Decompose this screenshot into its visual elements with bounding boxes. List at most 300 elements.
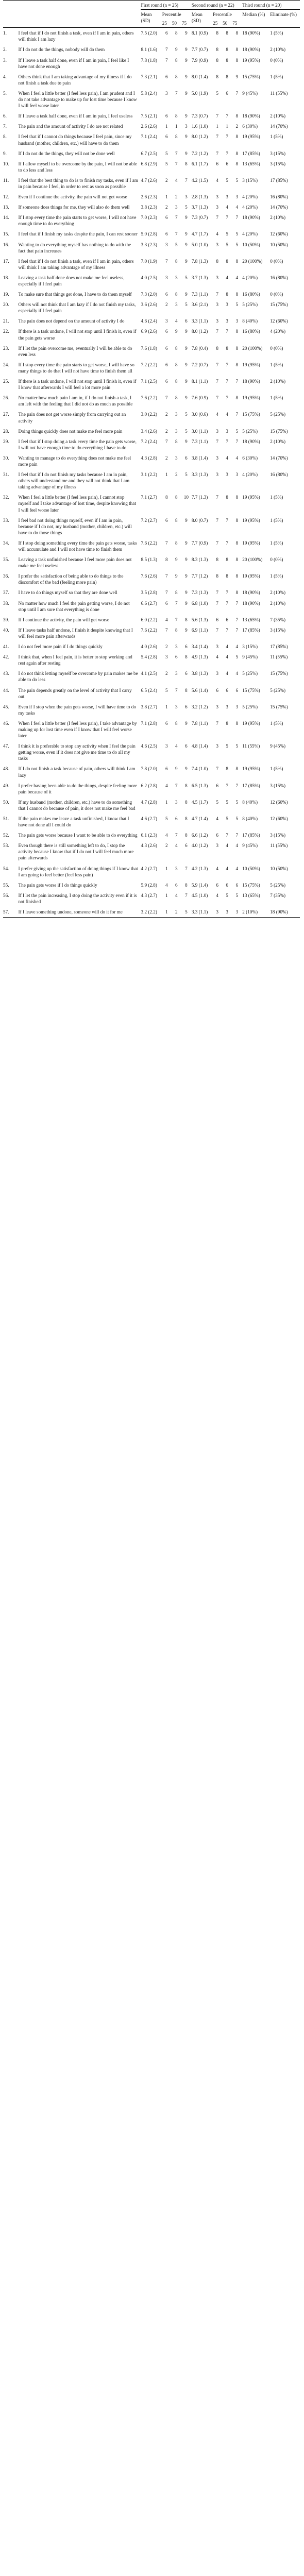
cell-mean-2: 5.0 (1.9) bbox=[191, 90, 208, 96]
table-row bbox=[3, 72, 300, 88]
cell-p75-2: 8 bbox=[235, 258, 239, 264]
cell-p25-2: 8 bbox=[216, 573, 218, 579]
cell-p50-2: 5 bbox=[226, 231, 228, 237]
cell-p25-1: 6 bbox=[165, 600, 168, 606]
cell-p50-2: 4 bbox=[226, 455, 228, 461]
cell-eliminate-3: 12 (60%) bbox=[270, 231, 288, 237]
cell-p50-1: 9 bbox=[175, 573, 178, 579]
cell-p75-2: 2 bbox=[235, 124, 239, 129]
cell-maintain-3: 15 (75%) bbox=[242, 687, 260, 693]
cell-p25-1: 6 bbox=[165, 379, 168, 384]
table-row bbox=[3, 797, 300, 814]
table-row bbox=[3, 890, 300, 907]
cell-mean-2: 7.7 (0.9) bbox=[191, 540, 208, 546]
cell-p50-2: 3 bbox=[222, 907, 232, 918]
cell-p75-2: 4 bbox=[235, 455, 239, 461]
item-text: I think that, when I feel pain, it is better to stop working and rest again after resting bbox=[18, 654, 132, 666]
cell-p50-2: 1 bbox=[226, 124, 228, 129]
item-text: Even if I stop when the pain gets worse, I will have time to do my tasks bbox=[18, 704, 136, 716]
cell-p25-2: 7 bbox=[216, 362, 218, 367]
cell-mean-2: 4.8 (1.4) bbox=[191, 743, 208, 749]
cell-p75-2: 5 bbox=[235, 743, 239, 749]
cell-p25-2: 4 bbox=[216, 231, 218, 237]
cell-p25-2: 3 bbox=[216, 318, 218, 324]
cell-p25-1: 4 bbox=[165, 783, 168, 788]
cell-maintain-3: 17 (85%) bbox=[242, 783, 260, 788]
table-row bbox=[3, 376, 300, 393]
table-row bbox=[3, 668, 300, 685]
cell-p50-2: 3 bbox=[226, 194, 228, 200]
cell-p50-2: 8 bbox=[226, 57, 228, 63]
item-number: 30. bbox=[3, 455, 9, 461]
item-number: 35. bbox=[3, 557, 9, 563]
cell-eliminate-3: 0 (0%) bbox=[270, 557, 283, 563]
table-row bbox=[3, 764, 300, 780]
cell-p50-2: 8 bbox=[226, 573, 228, 579]
cell-p25-2: 3 bbox=[216, 671, 218, 676]
cell-mean-1: 3.6 (2.6) bbox=[141, 302, 157, 308]
item-text: If I do not do the things, they will not be done well bbox=[18, 150, 115, 156]
cell-p50-2: 8 bbox=[226, 74, 228, 79]
cell-p50-2: 3 bbox=[226, 428, 228, 434]
cell-p75-1: 9 bbox=[185, 557, 188, 563]
cell-p75-1: 5 bbox=[185, 205, 188, 210]
cell-p25-2: 1 bbox=[216, 124, 218, 129]
cell-p25-1: 2 bbox=[165, 412, 168, 417]
cell-p25-2: 4 bbox=[216, 892, 218, 898]
item-text: If I continue the activity, the pain will get worse bbox=[18, 617, 110, 622]
cell-mean-2: 7.3 (0.7) bbox=[191, 215, 208, 221]
cell-p75-2: 7 bbox=[235, 215, 239, 221]
cell-p50-2: 4 bbox=[226, 644, 228, 650]
cell-p75-1: 8 bbox=[185, 816, 188, 821]
item-number: 47. bbox=[3, 743, 9, 749]
table-row bbox=[3, 830, 300, 840]
item-number: 17. bbox=[3, 258, 9, 264]
cell-p75-2: 8 bbox=[235, 517, 239, 523]
item-number: 27. bbox=[3, 412, 9, 417]
cell-mean-1: 7.8 (2.0) bbox=[141, 766, 157, 772]
cell-eliminate-3: 11 (55%) bbox=[270, 90, 288, 96]
cell-p50-1: 4 bbox=[175, 892, 178, 898]
cell-p25-1: 6 bbox=[165, 215, 168, 221]
cell-p50-1: 9 bbox=[175, 329, 178, 334]
cell-p25-1: 2 bbox=[165, 428, 168, 434]
cell-p25-1: 2 bbox=[165, 205, 168, 210]
cell-p25-1: 7 bbox=[165, 47, 168, 53]
cell-p50-1: 3 bbox=[175, 866, 178, 871]
cell-p25-2: 8 bbox=[216, 57, 218, 63]
cell-eliminate-3: 1 (5%) bbox=[270, 30, 283, 36]
item-text: If my husband (mother, children, etc.) have to do something that I cannot do because of pain, it does not make me feel bad bbox=[18, 799, 136, 811]
cell-p75-2: 5 bbox=[235, 428, 239, 434]
item-text: The pain does not get worse simply from carrying out an activity bbox=[18, 412, 126, 423]
cell-mean-2: 3.0 (1.1) bbox=[191, 428, 208, 434]
cell-p50-1: 8 bbox=[175, 30, 178, 36]
cell-p50-2: 3 bbox=[226, 302, 228, 308]
cell-eliminate-3: 7 (35%) bbox=[270, 617, 286, 622]
item-number: 48. bbox=[3, 766, 9, 772]
cell-p75-2: 3 bbox=[235, 472, 239, 478]
cell-p25-2: 4 bbox=[216, 816, 218, 821]
cell-p75-1: 9 bbox=[185, 30, 188, 36]
cell-maintain-3: 4 (20%) bbox=[242, 205, 258, 210]
col-p75-1: 75 bbox=[181, 21, 187, 26]
cell-p50-1: 8 bbox=[175, 438, 178, 444]
table-row bbox=[3, 393, 300, 409]
cell-p25-1: 2 bbox=[165, 455, 168, 461]
cell-p25-2: 6 bbox=[216, 617, 218, 622]
cell-mean-1: 3.2 (2.2) bbox=[141, 907, 162, 918]
table-page bbox=[3, 0, 302, 918]
cell-eliminate-3: 18 (90%) bbox=[269, 907, 300, 918]
cell-eliminate-3: 14 (70%) bbox=[270, 124, 288, 129]
cell-p75-1: 9 bbox=[185, 215, 188, 221]
cell-p50-2: 5 bbox=[226, 799, 228, 805]
item-text: Others will not think that I am lazy if I do not finish my tasks, especially if I feel pain bbox=[18, 302, 136, 314]
cell-eliminate-3: 2 (10%) bbox=[270, 600, 286, 606]
cell-maintain-3: 18 (90%) bbox=[242, 590, 260, 596]
cell-p25-2: 8 bbox=[216, 258, 218, 264]
cell-mean-2: 3.8 (1.3) bbox=[191, 671, 208, 676]
cell-p75-1: 5 bbox=[185, 302, 188, 308]
cell-mean-1: 7.1 (2.4) bbox=[141, 134, 157, 140]
table-row bbox=[3, 316, 300, 326]
item-text: Even though there is still something left to do, I stop the activity because I know that if I do not I will feel much more pain afterwards bbox=[18, 843, 134, 861]
cell-p75-1: 8 bbox=[185, 799, 188, 805]
cell-p50-1: 6 bbox=[175, 882, 178, 888]
table-row bbox=[3, 192, 300, 202]
cell-p75-1: 7 bbox=[185, 866, 188, 871]
cell-p50-1: 6 bbox=[175, 816, 178, 821]
cell-p50-2: 6 bbox=[226, 90, 228, 96]
cell-p75-2: 5 bbox=[235, 892, 239, 898]
item-number: 49. bbox=[3, 783, 9, 788]
table-row bbox=[3, 273, 300, 289]
cell-p75-1: 9 bbox=[185, 517, 188, 523]
cell-p75-2: 4 bbox=[235, 671, 239, 676]
cell-eliminate-3: 3 (15%) bbox=[270, 627, 286, 633]
cell-eliminate-3: 12 (60%) bbox=[270, 816, 288, 821]
cell-p75-2: 8 bbox=[235, 540, 239, 546]
item-number: 32. bbox=[3, 495, 9, 500]
cell-mean-2: 4.9 (1.3) bbox=[191, 654, 208, 660]
item-number: 23. bbox=[3, 345, 9, 351]
cell-eliminate-3: 3 (15%) bbox=[270, 783, 286, 788]
item-text: If I leave something undone, someone will do it for me bbox=[18, 907, 141, 918]
item-text: If I stop every time the pain starts to get worse, I will not have enough time to do everything bbox=[18, 215, 137, 227]
cell-mean-1: 3.3 (2.3) bbox=[141, 242, 157, 247]
item-text: I feel that if I do not finish a task, even if I am in pain, others will think I am lazy bbox=[18, 30, 134, 42]
cell-mean-1: 2.6 (2.3) bbox=[141, 194, 157, 200]
cell-p25-1: 6 bbox=[165, 329, 168, 334]
cell-maintain-3: 20 (100%) bbox=[242, 345, 263, 351]
table-row bbox=[3, 240, 300, 256]
cell-p75-1: 9 bbox=[185, 362, 188, 367]
cell-maintain-3: 19 (95%) bbox=[242, 540, 260, 546]
item-text: I prefer the satisfaction of being able to do things to the discomfort of the bad (feeling more pain) bbox=[18, 573, 124, 585]
cell-p25-2: 4 bbox=[216, 412, 218, 417]
cell-eliminate-3: 5 (25%) bbox=[270, 882, 286, 888]
table-row bbox=[3, 814, 300, 830]
item-text: The pain gets worse if I do things quickly bbox=[18, 882, 97, 888]
cell-mean-1: 3.1 (2.2) bbox=[141, 472, 157, 478]
cell-mean-1: 3.8 (2.7) bbox=[141, 704, 157, 709]
cell-mean-1: 2.6 (2.6) bbox=[141, 124, 157, 129]
group-header-round-2: Second round (n = 22) bbox=[191, 1, 242, 10]
cell-mean-1: 7.3 (2.1) bbox=[141, 74, 157, 79]
cell-p25-1: 6 bbox=[165, 231, 168, 237]
cell-p25-2: 5 bbox=[216, 799, 218, 805]
table-row bbox=[3, 587, 300, 598]
item-text: If I leave a task half done, even if I am in pain, I feel like I have not done enough bbox=[18, 57, 129, 69]
item-number: 43. bbox=[3, 671, 9, 676]
cell-p50-1: 3 bbox=[175, 302, 178, 308]
cell-p75-1: 9 bbox=[185, 258, 188, 264]
cell-mean-2: 7.3 (1.3) bbox=[191, 590, 208, 596]
cell-mean-2: 7.6 (0.9) bbox=[191, 395, 208, 401]
cell-eliminate-3: 1 (5%) bbox=[270, 517, 283, 523]
cell-eliminate-3: 1 (5%) bbox=[270, 540, 283, 546]
cell-p25-1: 6 bbox=[165, 720, 168, 726]
cell-p25-1: 3 bbox=[165, 242, 168, 247]
item-number: 22. bbox=[3, 329, 9, 334]
cell-p75-2: 8 bbox=[235, 30, 239, 36]
cell-eliminate-3: 15 (75%) bbox=[270, 302, 288, 308]
cell-p25-2: 4 bbox=[216, 866, 218, 871]
cell-p25-1: 6 bbox=[165, 766, 168, 772]
cell-p50-2: 7 bbox=[226, 783, 228, 788]
cell-p50-1: 7 bbox=[175, 617, 178, 622]
cell-p25-1: 2 bbox=[165, 644, 168, 650]
table-row bbox=[3, 641, 300, 652]
cell-p50-1: 9 bbox=[175, 766, 178, 772]
cell-mean-2: 5.0 (1.0) bbox=[191, 242, 208, 247]
cell-p25-2: 7 bbox=[216, 379, 218, 384]
item-number: 56. bbox=[3, 892, 9, 898]
cell-p50-1: 8 bbox=[175, 627, 178, 633]
table-row bbox=[3, 652, 300, 668]
cell-p75-1: 9 bbox=[185, 720, 188, 726]
cell-maintain-3: 5 (25%) bbox=[242, 302, 258, 308]
cell-mean-2: 3.3 (1.1) bbox=[191, 318, 208, 324]
col-mean-1: Mean (SD) bbox=[141, 12, 152, 24]
cell-p25-1: 7 bbox=[165, 258, 168, 264]
cell-mean-1: 7.5 (2.0) bbox=[141, 30, 157, 36]
cell-p50-2: 8 bbox=[226, 495, 228, 500]
cell-eliminate-3: 17 (85%) bbox=[270, 644, 288, 650]
cell-p75-1: 9 bbox=[185, 590, 188, 596]
cell-p50-2: 6 bbox=[226, 687, 228, 693]
cell-p50-1: 8 bbox=[175, 540, 178, 546]
cell-p25-2: 6 bbox=[216, 783, 218, 788]
cell-mean-1: 6.2 (2.8) bbox=[141, 783, 157, 788]
cell-maintain-3: 18 (90%) bbox=[242, 600, 260, 606]
table-row bbox=[3, 131, 300, 148]
cell-p75-2: 4 bbox=[235, 843, 239, 849]
item-number: 24. bbox=[3, 362, 9, 367]
cell-eliminate-3: 12 (60%) bbox=[270, 799, 288, 805]
cell-mean-2: 4.0 (1.2) bbox=[191, 843, 208, 849]
cell-p50-2: 7 bbox=[226, 215, 228, 221]
cell-eliminate-3: 4 (20%) bbox=[270, 329, 286, 334]
cell-mean-2: 7.7 (1.2) bbox=[191, 573, 208, 579]
cell-maintain-3: 17 (85%) bbox=[242, 833, 260, 838]
cell-eliminate-3: 1 (5%) bbox=[270, 720, 283, 726]
item-text: Even if I continue the activity, the pain will not get worse bbox=[18, 194, 127, 200]
cell-p50-1: 8 bbox=[175, 258, 178, 264]
cell-p75-1: 9 bbox=[185, 438, 188, 444]
item-number: 13. bbox=[3, 205, 9, 210]
cell-p50-1: 4 bbox=[175, 743, 178, 749]
table-row bbox=[3, 840, 300, 863]
cell-eliminate-3: 17 (85%) bbox=[270, 177, 288, 183]
cell-p50-2: 5 bbox=[226, 242, 228, 247]
cell-maintain-3: 19 (95%) bbox=[242, 395, 260, 401]
item-number: 3. bbox=[3, 57, 7, 63]
cell-p50-2: 8 bbox=[226, 30, 228, 36]
item-text: I think it is preferable to stop any activity when I feel the pain getting worse, even if it does not give me time to do all my tasks bbox=[18, 743, 136, 761]
cell-mean-2: 3.7 (1.3) bbox=[191, 205, 208, 210]
cell-p75-1: 10 bbox=[183, 495, 189, 500]
cell-p25-1: 2 bbox=[165, 671, 168, 676]
item-number: 31. bbox=[3, 472, 9, 478]
cell-p75-2: 8 bbox=[235, 329, 239, 334]
item-text: I feel bad not doing things myself, even if I am in pain, because if I do not, my husband (mother, children, etc.) will have to do those things bbox=[18, 517, 132, 535]
cell-p25-1: 3 bbox=[165, 654, 168, 660]
cell-p50-1: 4 bbox=[175, 843, 178, 849]
cell-p75-2: 3 bbox=[235, 318, 239, 324]
cell-p75-1: 8 bbox=[185, 687, 188, 693]
item-number: 29. bbox=[3, 438, 9, 444]
cell-p75-2: 3 bbox=[232, 907, 242, 918]
item-text: If there is a task undone, I will not stop until I finish it, even if I know that afterwards I will feel a lot more pain bbox=[18, 379, 137, 391]
table-row bbox=[3, 229, 300, 239]
item-text: If I do not do the things, nobody will do them bbox=[18, 47, 105, 53]
cell-p25-1: 5 bbox=[165, 816, 168, 821]
cell-eliminate-3: 11 (55%) bbox=[270, 654, 288, 660]
cell-maintain-3: 6 (30%) bbox=[242, 124, 258, 129]
cell-p75-2: 8 bbox=[235, 395, 239, 401]
cell-p75-2: 5 bbox=[235, 816, 239, 821]
cell-p25-1: 7 bbox=[165, 438, 168, 444]
cell-p75-1: 9 bbox=[185, 231, 188, 237]
cell-p75-2: 6 bbox=[235, 882, 239, 888]
cell-mean-1: 4.1 (2.5) bbox=[141, 671, 157, 676]
cell-p75-1: 9 bbox=[185, 90, 188, 96]
cell-p75-1: 3 bbox=[185, 194, 188, 200]
cell-eliminate-3: 16 (80%) bbox=[270, 275, 288, 280]
cell-p25-2: 7 bbox=[216, 438, 218, 444]
cell-eliminate-3: 2 (10%) bbox=[270, 113, 286, 119]
item-number: 6. bbox=[3, 113, 7, 119]
cell-mean-2: 8.3 (1.3) bbox=[191, 557, 208, 563]
table-row bbox=[3, 685, 300, 702]
cell-p25-1: 3 bbox=[165, 90, 168, 96]
cell-p75-1: 3 bbox=[185, 124, 188, 129]
cell-p75-2: 8 bbox=[235, 150, 239, 156]
cell-p25-1: 2 bbox=[165, 302, 168, 308]
cell-mean-1: 7.2 (2.4) bbox=[141, 438, 157, 444]
item-number: 2. bbox=[3, 47, 7, 53]
cell-p50-2: 7 bbox=[226, 517, 228, 523]
cell-p50-2: 4 bbox=[226, 866, 228, 871]
item-text: If I stop every time the pain starts to get worse, I will have so many things to do that I will not have time to finish them all bbox=[18, 362, 134, 374]
table-row bbox=[3, 148, 300, 159]
cell-mean-2: 3.7 (1.3) bbox=[191, 275, 208, 280]
cell-p50-1: 4 bbox=[175, 318, 178, 324]
cell-p75-2: 7 bbox=[235, 600, 239, 606]
table-row bbox=[3, 159, 300, 175]
cell-mean-1: 7.6 (2.2) bbox=[141, 395, 157, 401]
item-text: I feel that the best thing to do is to finish my tasks, even if I am in pain because I feel, in order to rest as soon as possible bbox=[18, 177, 138, 189]
cell-p50-2: 6 bbox=[226, 882, 228, 888]
cell-p75-1: 6 bbox=[185, 743, 188, 749]
cell-p25-1: 6 bbox=[165, 345, 168, 351]
item-number: 41. bbox=[3, 644, 9, 650]
cell-p50-2: 8 bbox=[226, 258, 228, 264]
cell-mean-2: 8.1 (0.9) bbox=[191, 30, 208, 36]
table-row bbox=[3, 702, 300, 718]
cell-mean-1: 4.0 (2.5) bbox=[141, 275, 157, 280]
item-text: Doing things quickly does not make me feel more pain bbox=[18, 428, 123, 434]
item-text: Wanting to manage to do everything does not make me feel more pain bbox=[18, 455, 131, 467]
cell-maintain-3: 13 (65%) bbox=[242, 161, 260, 166]
cell-p75-2: 8 bbox=[235, 766, 239, 772]
cell-p25-2: 6 bbox=[216, 833, 218, 838]
table-row bbox=[3, 515, 300, 538]
cell-mean-2: 7.9 (0.9) bbox=[191, 57, 208, 63]
cell-p25-1: 4 bbox=[165, 617, 168, 622]
cell-maintain-3: 5 (25%) bbox=[242, 428, 258, 434]
cell-p75-2: 8 bbox=[235, 557, 239, 563]
cell-p50-1: 5 bbox=[175, 242, 178, 247]
cell-maintain-3: 16 (80%) bbox=[242, 329, 260, 334]
cell-mean-1: 4.6 (2.4) bbox=[141, 318, 157, 324]
table-row bbox=[3, 571, 300, 587]
cell-p75-1: 7 bbox=[185, 177, 188, 183]
table-row bbox=[3, 44, 300, 55]
table-row bbox=[3, 615, 300, 625]
cell-eliminate-3: 11 (55%) bbox=[270, 843, 288, 849]
cell-p75-2: 4 bbox=[235, 644, 239, 650]
cell-maintain-3: 18 (90%) bbox=[242, 113, 260, 119]
item-number: 28. bbox=[3, 428, 9, 434]
cell-maintain-3: 6 (30%) bbox=[242, 455, 258, 461]
cell-mean-1: 3.0 (2.2) bbox=[141, 412, 157, 417]
cell-p50-1: 7 bbox=[175, 231, 178, 237]
cell-p25-2: 7 bbox=[216, 517, 218, 523]
item-number: 20. bbox=[3, 302, 9, 308]
cell-p25-2: 6 bbox=[216, 882, 218, 888]
cell-maintain-3: 20 (100%) bbox=[242, 557, 263, 563]
table-row bbox=[3, 55, 300, 72]
cell-p25-1: 4 bbox=[165, 882, 168, 888]
cell-mean-2: 2.8 (1.3) bbox=[191, 194, 208, 200]
cell-eliminate-3: 16 (80%) bbox=[270, 194, 288, 200]
cell-p50-2: 6 bbox=[226, 617, 228, 622]
item-number: 39. bbox=[3, 617, 9, 622]
table-row bbox=[3, 326, 300, 343]
col-mean-2: Mean (SD) bbox=[191, 12, 202, 24]
cell-eliminate-3: 16 (80%) bbox=[270, 472, 288, 478]
cell-mean-1: 3.8 (2.3) bbox=[141, 205, 157, 210]
cell-maintain-3: 5 (25%) bbox=[242, 704, 258, 709]
item-number: 16. bbox=[3, 242, 9, 247]
item-number: 14. bbox=[3, 215, 9, 221]
cell-p25-2: 8 bbox=[216, 345, 218, 351]
item-number: 1. bbox=[3, 30, 7, 36]
